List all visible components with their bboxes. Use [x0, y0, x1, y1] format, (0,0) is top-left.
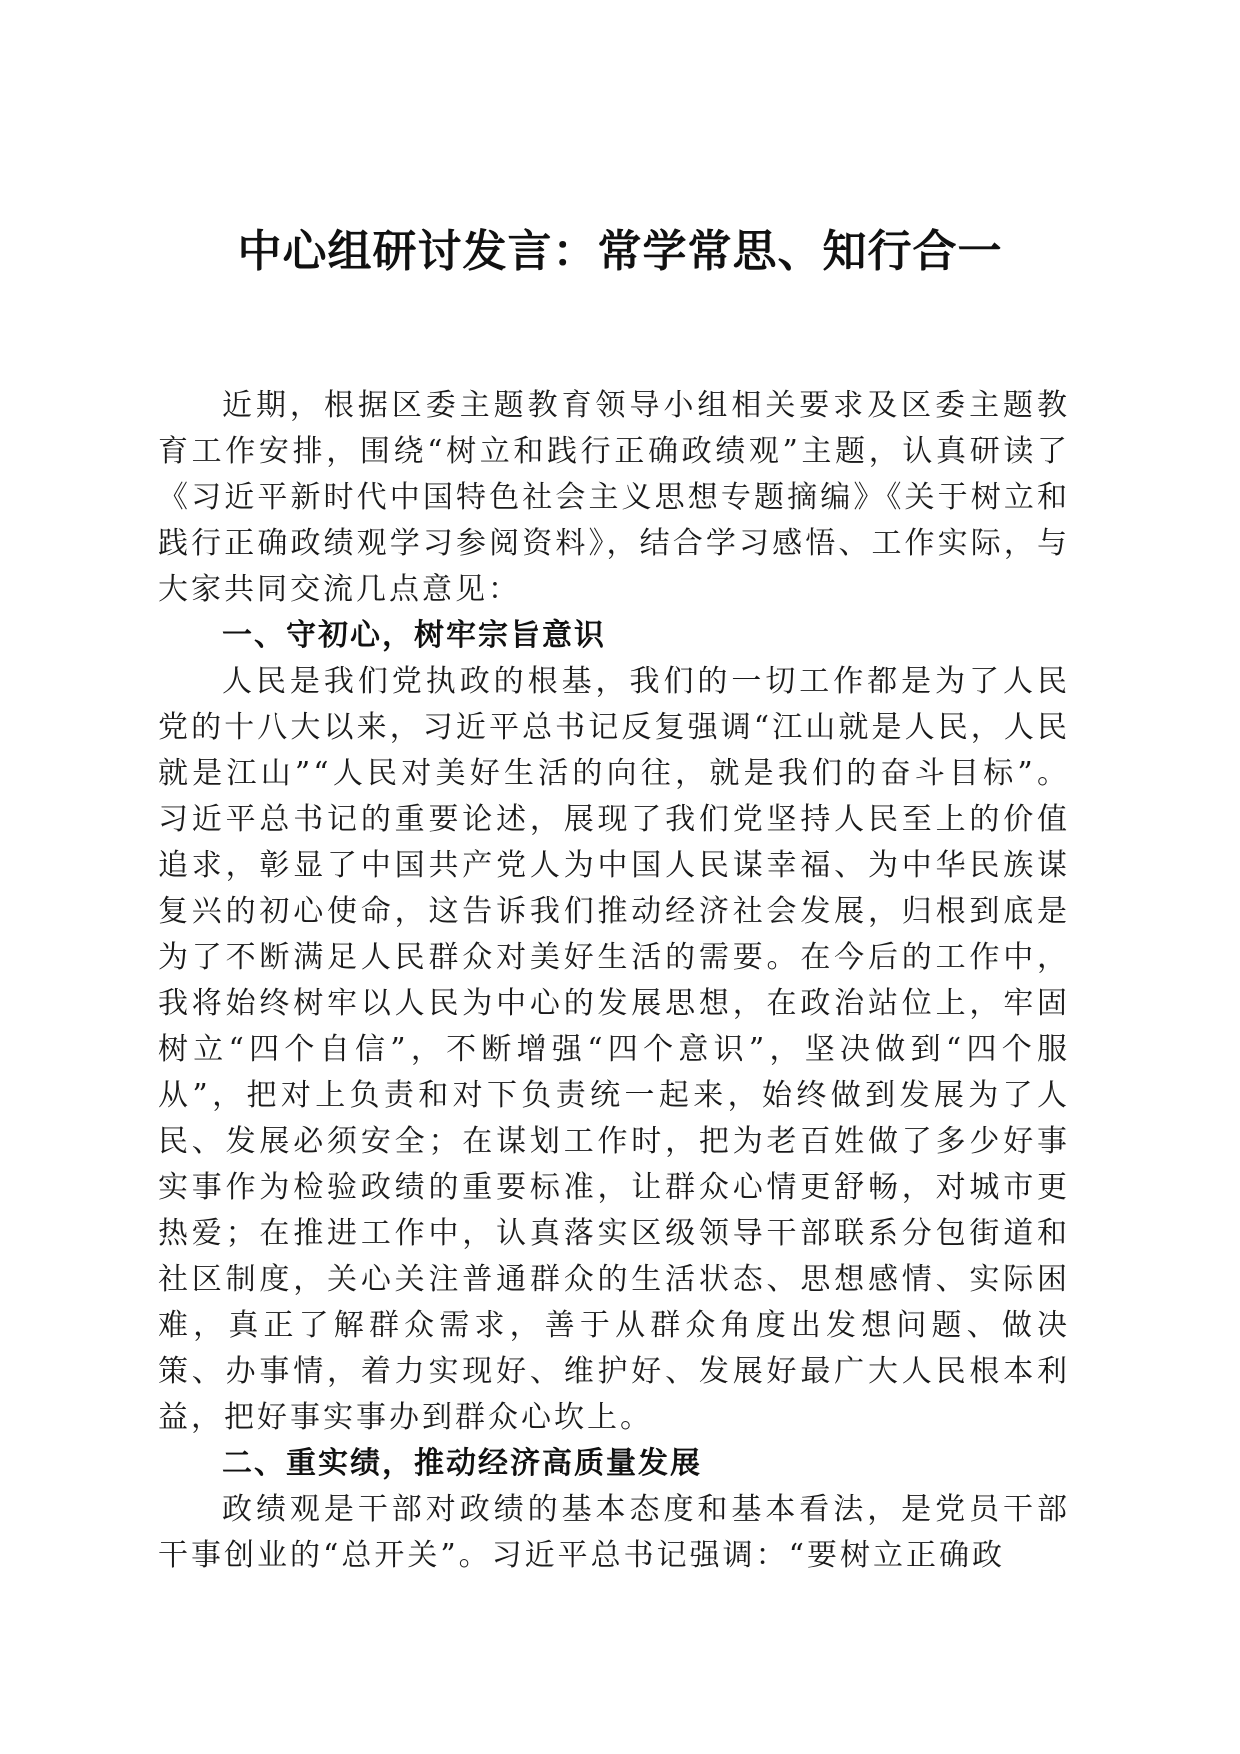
- document-body: [158, 383, 1070, 1579]
- section-2-heading: 二、重实绩，推动经济高质量发展: [222, 1446, 702, 1481]
- section-2-paragraph: 政绩观是干部对政绩的基本态度和基本看法，是党员干部干事创业的“总开关”。习近平总书记强调：“要树立正确政: [158, 1492, 1070, 1573]
- section-1-paragraph: 人民是我们党执政的根基，我们的一切工作都是为了人民党的十八大以来，习近平总书记反复强调“江山就是人民，人民就是江山”“人民对美好生活的向往，就是我们的奋斗目标”。习近平总书记的重要论述，展现了我们党坚持人民至上的价值追求，彰显了中国共产党人为中国人民谋幸福、为中华民族谋复兴的初心使命，这告诉我们推动经济社会发展，归根到底是为了不断满足人民群众对美好生活的需要。在今后的工作中，我将始终树牢以人民为中心的发展思想，在政治站位上，牢固树立“四个自信”，不断增强“四个意识”，坚决做到“四个服从”，把对上负责和对下负责统一起来，始终做到发展为了人民、发展必须安全；在谋划工作时，把为老百姓做了多少好事实事作为检验政绩的重要标准，让群众心情更舒畅，对城市更热爱；在推进工作中，认真落实区级领导干部联系分包街道和社区制度，关心关注普通群众的生活状态、思想感情、实际困难，真正了解群众需求，善于从群众角度出发想问题、做决策、办事情，着力实现好、维护好、发展好最广大人民根本利益，把好事实事办到群众心坎上。: [158, 664, 1070, 1435]
- document-title: 中心组研讨发言：常学常思、知行合一: [237, 226, 1003, 277]
- intro-paragraph: 近期，根据区委主题教育领导小组相关要求及区委主题教育工作安排，围绕“树立和践行正确政绩观”主题，认真研读了《习近平新时代中国特色社会主义思想专题摘编》《关于树立和践行正确政绩观学习参阅资料》，结合学习感悟、工作实际，与大家共同交流几点意见：: [158, 388, 1070, 607]
- section-1-heading: 一、守初心，树牢宗旨意识: [222, 618, 606, 653]
